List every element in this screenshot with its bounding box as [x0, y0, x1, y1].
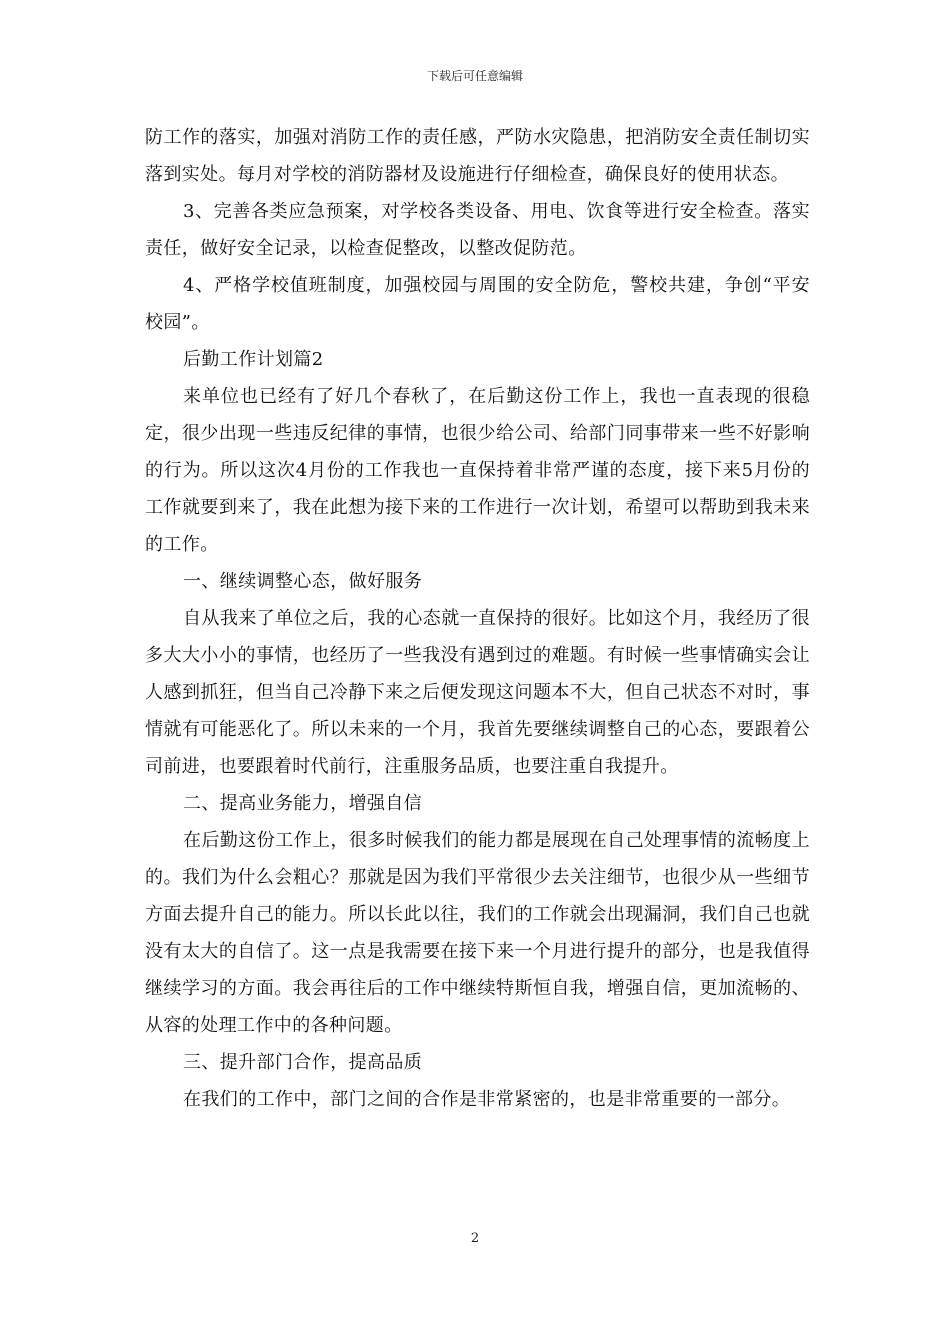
document-body [145, 119, 810, 1118]
section-heading: 三、提升部门合作，提高品质 [183, 1052, 423, 1073]
section-heading: 一、继续调整心态，做好服务 [183, 571, 423, 592]
paragraph: 自从我来了单位之后，我的心态就一直保持的很好。比如这个月，我经历了很多大大小小的事情，也经历了一些我没有遇到过的难题。有时候一些事情确实会让人感到抓狂，但当自己冷静下来之后便发现这问题本不大，但自己状态不对时，事情就有可能恶化了。所以未来的一个月，我首先要继续调整自己的心态，要跟着公司前进，也要跟着时代前行，注重服务品质，也要注重自我提升。 [145, 608, 810, 777]
paragraph: 在后勤这份工作上，很多时候我们的能力都是展现在自己处理事情的流畅度上的。我们为什么会粗心？那就是因为我们平常很少去关注细节，也很少从一些细节方面去提升自己的能力。所以长此以往，我们的工作就会出现漏洞，我们自己也就没有太大的自信了。这一点是我需要在接下来一个月进行提升的部分，也是我值得继续学习的方面。我会再往后的工作中继续特斯恒自我，增强自信，更加流畅的、从容的处理工作中的各种问题。 [145, 830, 810, 1036]
paragraph: 4、严格学校值班制度，加强校园与周围的安全防危，警校共建，争创“平安校园”。 [145, 275, 810, 333]
paragraph: 3、完善各类应急预案，对学校各类设备、用电、饮食等进行安全检查。落实责任，做好安全记录，以检查促整改，以整改促防范。 [145, 201, 810, 259]
paragraph: 防工作的落实，加强对消防工作的责任感，严防水灾隐患，把消防安全责任制切实落到实处。每月对学校的消防器材及设施进行仔细检查，确保良好的使用状态。 [145, 127, 810, 185]
paragraph: 来单位也已经有了好几个春秋了，在后勤这份工作上，我也一直表现的很稳定，很少出现一些违反纪律的事情，也很少给公司、给部门同事带来一些不好影响的行为。所以这次4月份的工作我也一直保持着非常严谨的态度，接下来5月份的工作就要到来了，我在此想为接下来的工作进行一次计划，希望可以帮助到我未来的工作。 [145, 386, 810, 555]
section-title: 后勤工作计划篇2 [183, 349, 324, 370]
page-number: 2 [470, 1231, 480, 1246]
section-heading: 二、提高业务能力，增强自信 [183, 793, 423, 814]
page-header: 下载后可任意编辑 [426, 69, 523, 83]
paragraph: 在我们的工作中，部门之间的合作是非常紧密的，也是非常重要的一部分。 [183, 1089, 791, 1110]
